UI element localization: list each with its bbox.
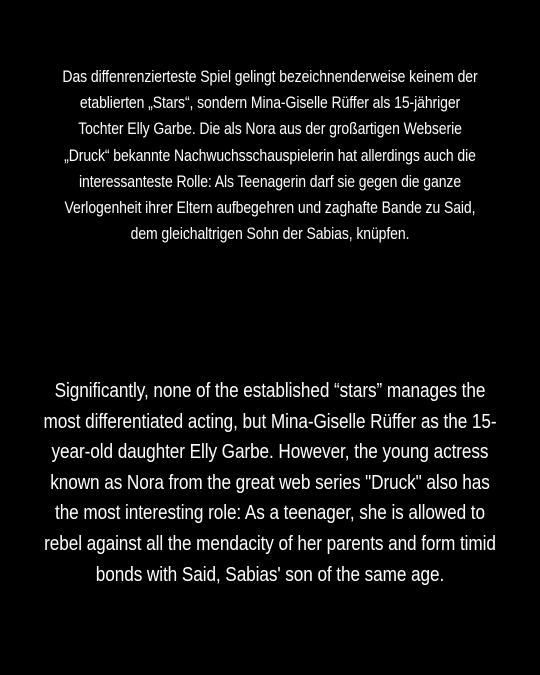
english-line: Significantly, none of the established “stars” manages the: [54, 380, 486, 402]
english-line: year-old daughter Elly Garbe. However, the young actress: [51, 441, 489, 464]
english-line: the most interesting role: As a teenager, she is allowed to: [55, 502, 485, 525]
english-line: known as Nora from the great web series "Druck" also has: [50, 471, 490, 494]
english-line: bonds with Said, Sabias' son of the same age.: [95, 563, 445, 586]
german-line: „Druck“ bekannte Nachwuchsschauspielerin hat allerdings auch die: [64, 146, 476, 165]
english-line: rebel against all the mendacity of her parents and form timid: [44, 532, 496, 555]
german-line: Verlogenheit ihrer Eltern aufbegehren und zaghafte Bande zu Said,: [64, 199, 476, 218]
german-line: Das diffenrenzierteste Spiel gelingt bezeichnenderweise keinem der: [62, 68, 478, 86]
german-paragraph: [0, 64, 540, 247]
german-line: Tochter Elly Garbe. Die als Nora aus der großartigen Webserie: [78, 120, 462, 139]
german-line: interessanteste Rolle: Als Teenagerin darf sie gegen die ganze: [78, 172, 462, 191]
german-line: etablierten „Stars“, sondern Mina-Giselle Rüffer als 15-jähriger: [79, 94, 461, 113]
english-line: most differentiated acting, but Mina-Giselle Rüffer as the 15-: [43, 410, 497, 433]
german-line: dem gleichaltrigen Sohn der Sabias, knüpfen.: [130, 225, 410, 244]
english-paragraph: [0, 376, 540, 590]
